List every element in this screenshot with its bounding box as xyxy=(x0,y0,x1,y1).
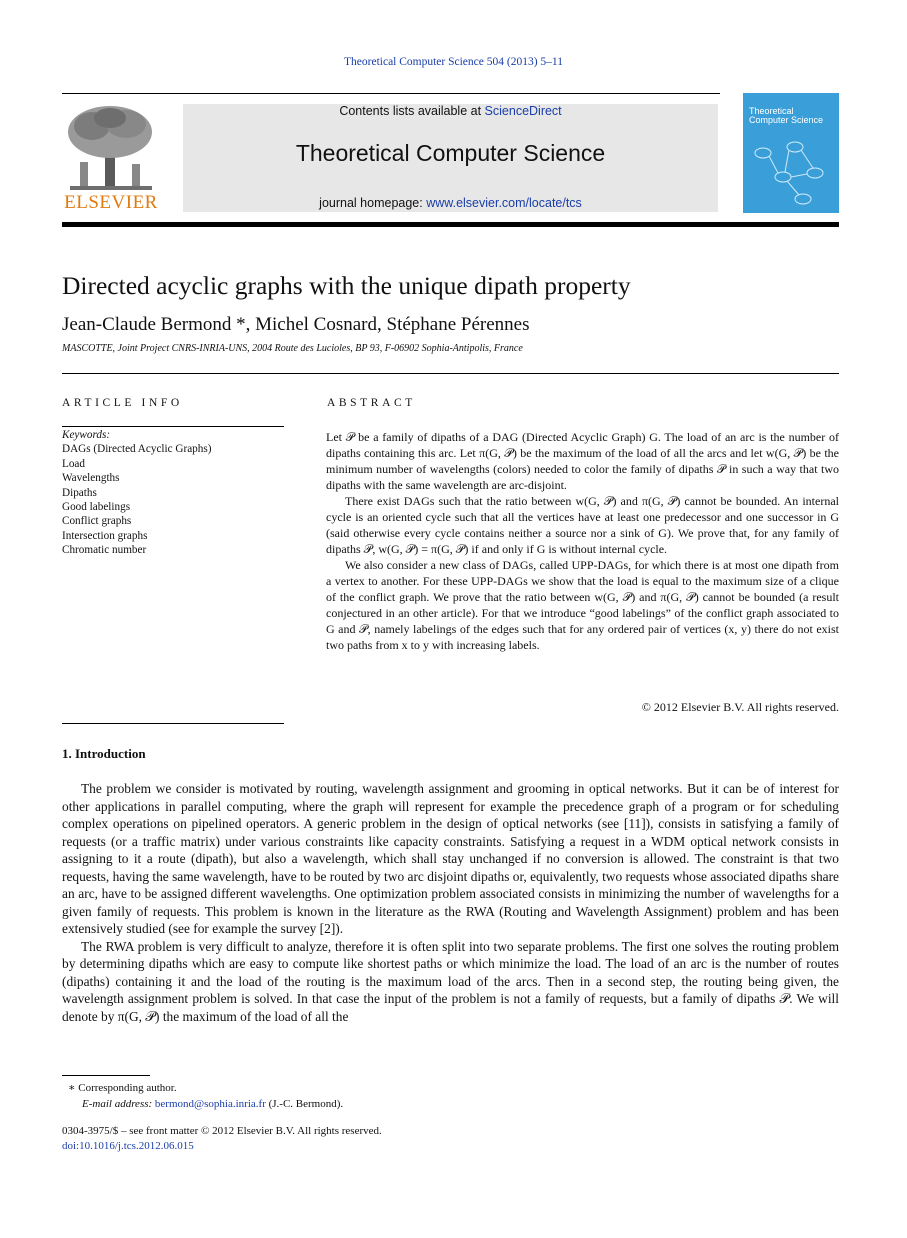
journal-cover-image xyxy=(743,93,839,213)
sciencedirect-link[interactable]: ScienceDirect xyxy=(484,104,562,118)
contents-prefix: Contents lists available at xyxy=(339,104,482,118)
keyword-item: Chromatic number xyxy=(62,544,147,557)
introduction-heading: 1. Introduction xyxy=(62,746,146,761)
keyword-item: Conflict graphs xyxy=(62,515,132,528)
email-note xyxy=(82,1098,343,1110)
abstract-body xyxy=(326,429,839,653)
elsevier-logo xyxy=(62,104,160,214)
author-list: Jean-Claude Bermond *, Michel Cosnard, Stéphane Pérennes xyxy=(62,314,530,335)
keyword-item: Intersection graphs xyxy=(62,529,148,542)
footnote-rule xyxy=(62,1075,150,1076)
keywords-label: Keywords: xyxy=(62,429,111,441)
journal-reference[interactable]: Theoretical Computer Science 504 (2013) 5–11 xyxy=(344,56,563,68)
journal-banner xyxy=(183,104,718,212)
cover-title-line-2: Computer Science xyxy=(749,115,824,125)
contents-line xyxy=(183,104,718,118)
email-link[interactable]: bermond@sophia.inria.fr xyxy=(154,1098,266,1110)
abstract-copyright: © 2012 Elsevier B.V. All rights reserved. xyxy=(641,700,839,714)
keyword-item: DAGs (Directed Acyclic Graphs) xyxy=(62,443,212,456)
keyword-item: Wavelengths xyxy=(62,472,120,485)
keyword-item: Dipaths xyxy=(62,486,97,499)
body-paragraph: The RWA problem is very difficult to analyze, therefore it is often split into two separate problems. The first one solves the routing problem by determining dipaths which are easy to compute like shortest paths or which minimize the load. The load of an arc is the number of routes (dipaths) containing it and the load of the routing is the maximum load of the arcs. Then in a second step, the routing being given, the wavelength assignment problem is solved. In that case the input of the problem is not a family of requests, but a family of dipaths 𝒫. We will denote by π(G, 𝒫) the maximum of the load of all the xyxy=(62,938,839,1024)
keyword-item: Good labelings xyxy=(62,501,131,514)
homepage-line xyxy=(183,196,718,210)
corresponding-author-note: ∗ Corresponding author. xyxy=(68,1082,177,1094)
journal-title: Theoretical Computer Science xyxy=(295,140,606,166)
email-suffix: (J.-C. Bermond). xyxy=(268,1098,344,1110)
tree-icon xyxy=(62,104,160,192)
article-info-bottom-rule xyxy=(62,723,284,724)
article-info-heading: ARTICLE INFO xyxy=(62,397,183,409)
header-thick-rule xyxy=(62,222,839,227)
homepage-link[interactable]: www.elsevier.com/locate/tcs xyxy=(426,196,582,210)
title-block-rule xyxy=(62,373,839,374)
homepage-prefix: journal homepage: xyxy=(319,196,423,210)
abstract-paragraph: We also consider a new class of DAGs, called UPP-DAGs, for which there is at most one dipath from a vertex to another. For these UPP-DAGs we show that the load is equal to the maximum size of a clique of the conflict graph. We prove that the ratio between w(G, 𝒫) and π(G, 𝒫) cannot be bounded (a result conjectured in an other article). For that we introduce “good labelings” of the conflict graph associated to G and 𝒫, namely labelings of the edges such that for any ordered pair of vertices (x, y) there do not exist two paths from x to y with increasing labels. xyxy=(326,558,839,652)
keywords-list xyxy=(62,428,284,558)
body-paragraph: The problem we consider is motivated by routing, wavelength assignment and grooming in optical networks. But it can be of interest for other applications in parallel computing, where the graph will represent for example the precedence graph of a program or for scheduling complex operations on pipelined operators. A generic problem in the design of optical networks (see [11]), consists in satisfying a family of requests (or a traffic matrix) under various constraints like capacity constraints. Satisfying a request in a WDM optical network consists in assigning to it a route (dipath), but also a wavelength, which shall stay unchanged if no conversion is allowed. The constraint is that two requests, having the same wavelength, have to be routed by two arc disjoint dipaths or, equivalently, two requests whose associated dipaths share an arc, have to be assigned different wavelengths. One optimization problem associated consists in minimizing the number of wavelengths for a given family of requests. This problem is known in the literature as the RWA (Routing and Wavelength Assignment) problem and has been extensively studied (see for example the survey [2]). xyxy=(62,781,839,936)
cover-title xyxy=(749,107,823,125)
doi-link[interactable]: doi:10.1016/j.tcs.2012.06.015 xyxy=(62,1140,194,1152)
abstract-paragraph: There exist DAGs such that the ratio between w(G, 𝒫) and π(G, 𝒫) cannot be bounded. An internal cycle is an oriented cycle such that all the vertices have at least one predecessor and one successor in G (said otherwise every cycle contains neither a source nor a sink of G). We prove that, for any family of dipaths 𝒫, w(G, 𝒫) = π(G, 𝒫) if and only if G is without internal cycle. xyxy=(326,494,839,556)
header-top-rule xyxy=(62,93,720,94)
article-info-rule xyxy=(62,426,284,427)
keyword-item: Load xyxy=(62,457,85,470)
abstract-paragraph: Let 𝒫 be a family of dipaths of a DAG (Directed Acyclic Graph) G. The load of an arc is the number of dipaths containing this arc. Let π(G, 𝒫) be the maximum of the load of all the arcs and let w(G, 𝒫) be the minimum number of wavelengths (colors) needed to color the family of dipaths 𝒫 in such a way that two dipaths with the same wavelength are arc-disjoint. xyxy=(326,430,839,492)
email-label: E-mail address: xyxy=(82,1098,153,1110)
cover-graphic-icon xyxy=(743,133,839,213)
author-affiliation: MASCOTTE, Joint Project CNRS-INRIA-UNS, 2004 Route des Lucioles, BP 93, F-06902 Sophia-Antipolis, France xyxy=(62,343,523,354)
issn-line: 0304-3975/$ – see front matter © 2012 Elsevier B.V. All rights reserved. xyxy=(62,1125,382,1137)
paper-title: Directed acyclic graphs with the unique dipath property xyxy=(62,271,631,300)
cover-title-line-1: Theoretical xyxy=(749,106,794,116)
publisher-wordmark: ELSEVIER xyxy=(64,192,158,213)
abstract-heading: ABSTRACT xyxy=(327,397,416,409)
introduction-body xyxy=(62,780,839,1025)
